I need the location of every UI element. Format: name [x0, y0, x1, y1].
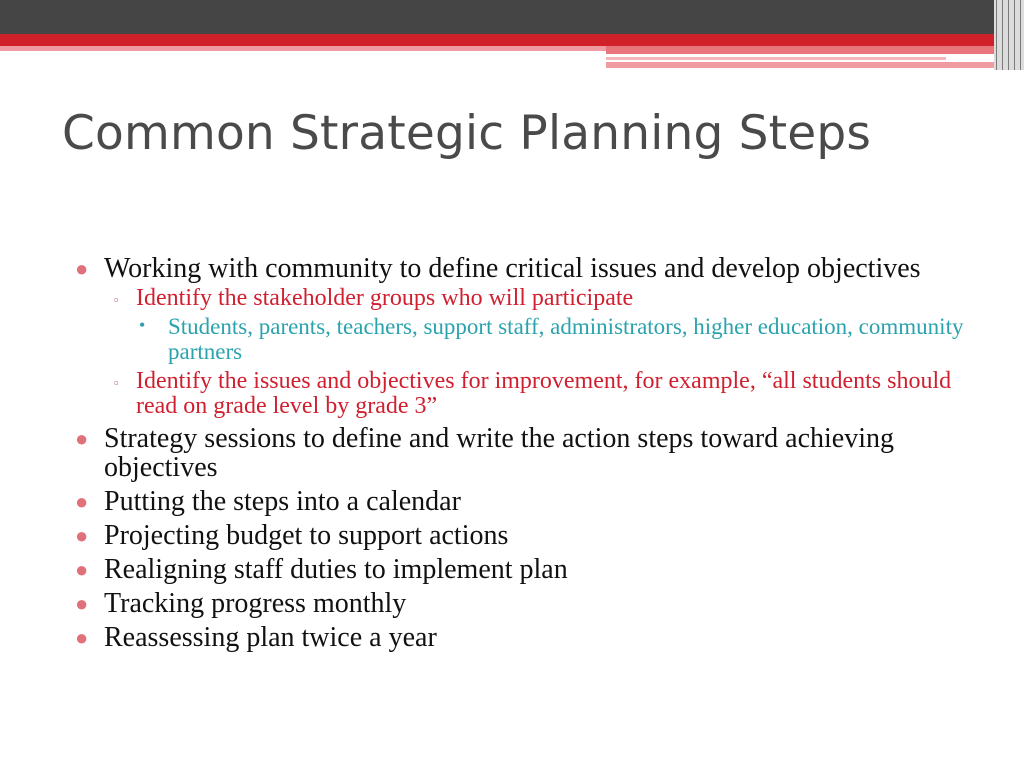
- bullet-text: Tracking progress monthly: [104, 588, 407, 619]
- header-accent-stripe: [606, 46, 1002, 54]
- bullet-dot-icon: ●: [75, 523, 89, 548]
- header-accent-stripe: [606, 57, 946, 60]
- sub-bullet-list: [104, 286, 972, 419]
- sub-sub-bullet-text: Students, parents, teachers, support staff, administrators, higher education, community partners: [168, 314, 964, 364]
- bullet-item: [72, 521, 972, 550]
- bullet-item: [72, 487, 972, 516]
- sub-bullet-text: Identify the stakeholder groups who will participate: [136, 285, 634, 311]
- bullet-text: Projecting budget to support actions: [104, 520, 509, 551]
- bullet-item: [72, 589, 972, 618]
- header-dark-band: [0, 0, 1024, 34]
- header-red-band: [0, 34, 1024, 46]
- header-pink-band: [0, 46, 606, 51]
- bullet-square-icon: ▫: [114, 375, 119, 390]
- bullet-item: [72, 424, 972, 482]
- sub-bullet-text: Identify the issues and objectives for improvement, for example, “all students should read on grade level by grade 3”: [136, 368, 952, 419]
- bullet-text: Reassessing plan twice a year: [104, 622, 437, 653]
- bullet-item: [72, 254, 972, 419]
- sub-bullet-item: [104, 286, 972, 364]
- bullet-dot-icon: ●: [75, 591, 89, 616]
- header-accent-stripe: [606, 62, 1002, 68]
- bullet-item: [72, 555, 972, 584]
- sub-sub-bullet-list: [136, 314, 972, 364]
- slide-title: Common Strategic Planning Steps: [62, 106, 872, 161]
- bullet-text: Putting the steps into a calendar: [104, 486, 461, 517]
- bullet-dot-icon: ●: [75, 489, 89, 514]
- bullet-dot-icon: ●: [75, 256, 89, 281]
- bullet-small-dot-icon: •: [139, 315, 146, 335]
- bullet-item: [72, 623, 972, 652]
- sub-sub-bullet-item: [136, 314, 972, 364]
- bullet-text: Strategy sessions to define and write the action steps toward achieving objectives: [104, 423, 895, 483]
- bullet-text: Realigning staff duties to implement plan: [104, 554, 568, 585]
- bullet-text: Working with community to define critical issues and develop objectives: [104, 253, 921, 284]
- bullet-dot-icon: ●: [75, 426, 89, 451]
- bullet-square-icon: ▫: [114, 292, 119, 307]
- header-vertical-lines: [994, 0, 1024, 70]
- sub-bullet-item: [104, 369, 972, 419]
- bullet-dot-icon: ●: [75, 557, 89, 582]
- bullet-list: [72, 254, 972, 657]
- bullet-dot-icon: ●: [75, 625, 89, 650]
